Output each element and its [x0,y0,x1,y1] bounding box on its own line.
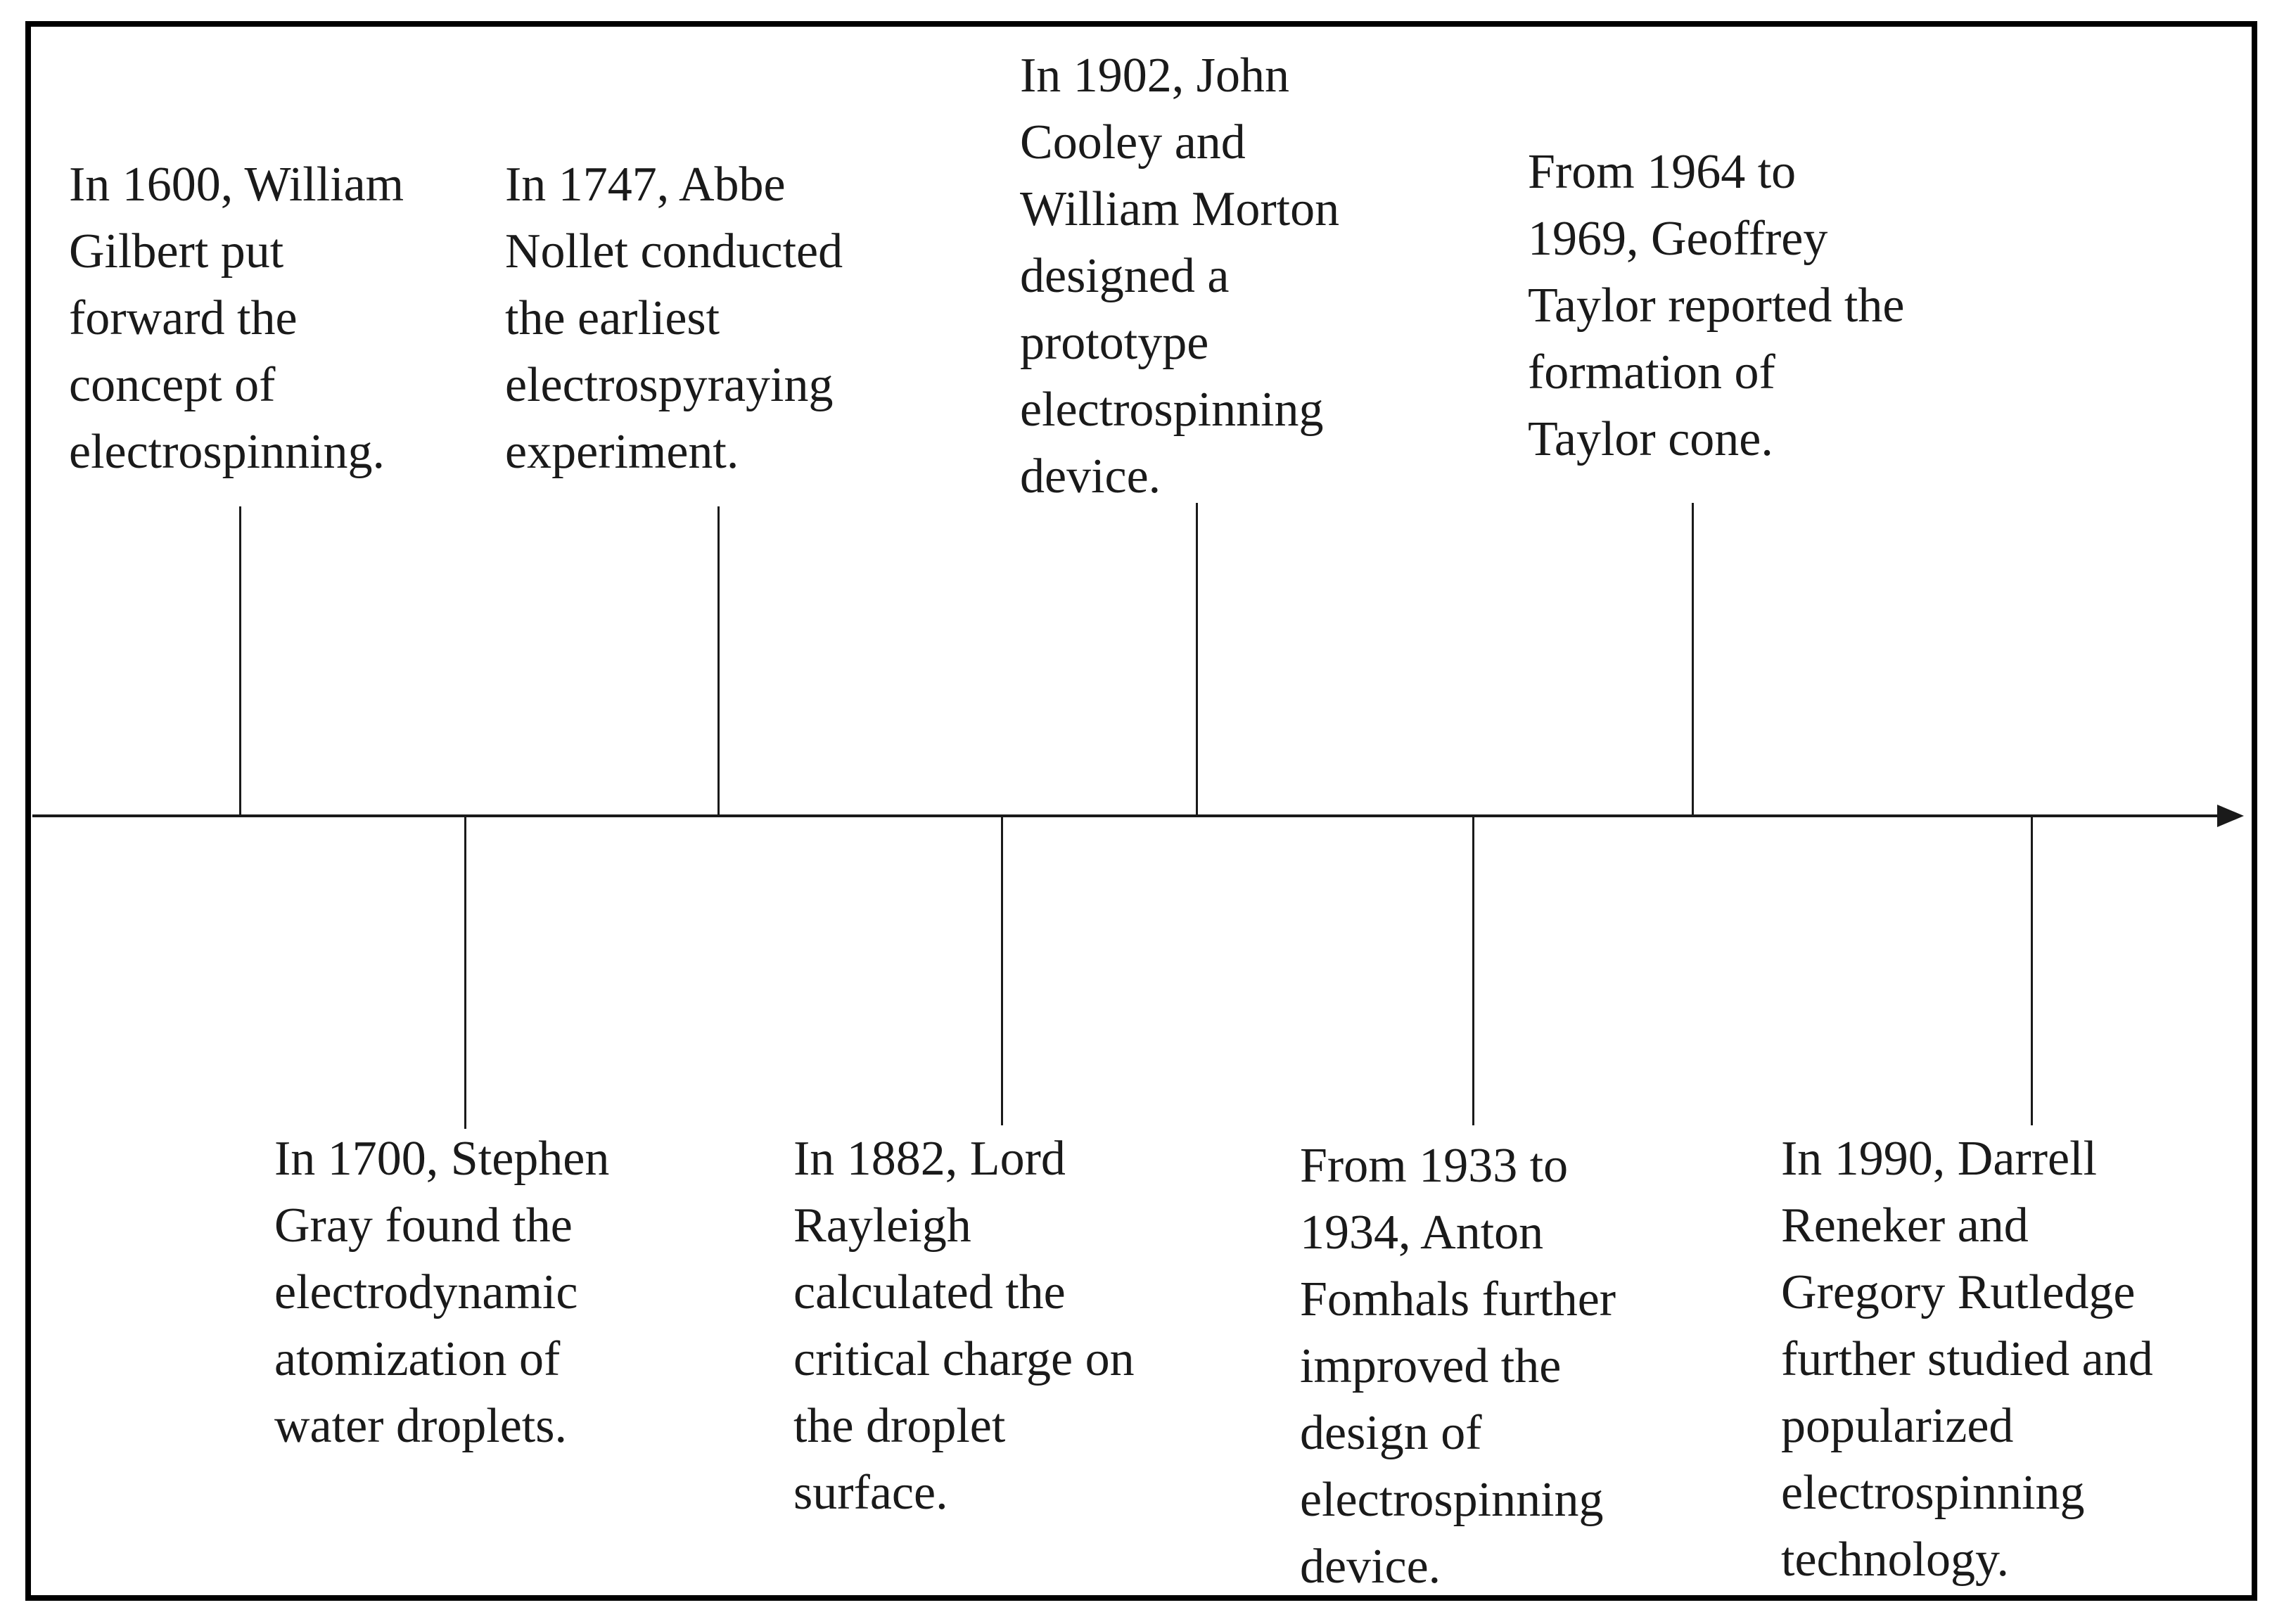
event-1747-text: In 1747, Abbe Nollet conducted the earliest electrospyraying experiment. [505,158,843,479]
event-1882-text: In 1882, Lord Rayleigh calculated the critical charge on the droplet surface. [793,1132,1135,1520]
event-1700-text: In 1700, Stephen Gray found the electrodynamic atomization of water droplets. [274,1132,610,1453]
connector-1882 [1001,816,1003,1125]
event-1964-text: From 1964 to 1969, Geoffrey Taylor reported the formation of Taylor cone. [1528,145,1905,466]
connector-1902 [1196,503,1198,816]
event-1990-text: In 1990, Darrell Reneker and Gregory Rutledge further studied and popularized electrospinning technology. [1781,1132,2153,1587]
timeline-arrowhead-icon [2217,805,2244,827]
connector-1747 [717,506,720,816]
connector-1933 [1472,816,1474,1125]
timeline-axis [32,814,2231,817]
connector-1964 [1692,503,1694,816]
connector-1700 [464,816,466,1129]
event-1933-text: From 1933 to 1934, Anton Fomhals further improved the design of electrospinning device. [1300,1139,1616,1594]
event-1902-text: In 1902, John Cooley and William Morton designed a prototype electrospinning device. [1020,49,1340,504]
event-1600-text: In 1600, William Gilbert put forward the concept of electrospinning. [69,158,404,479]
connector-1600 [239,506,241,816]
connector-1990 [2031,816,2033,1125]
